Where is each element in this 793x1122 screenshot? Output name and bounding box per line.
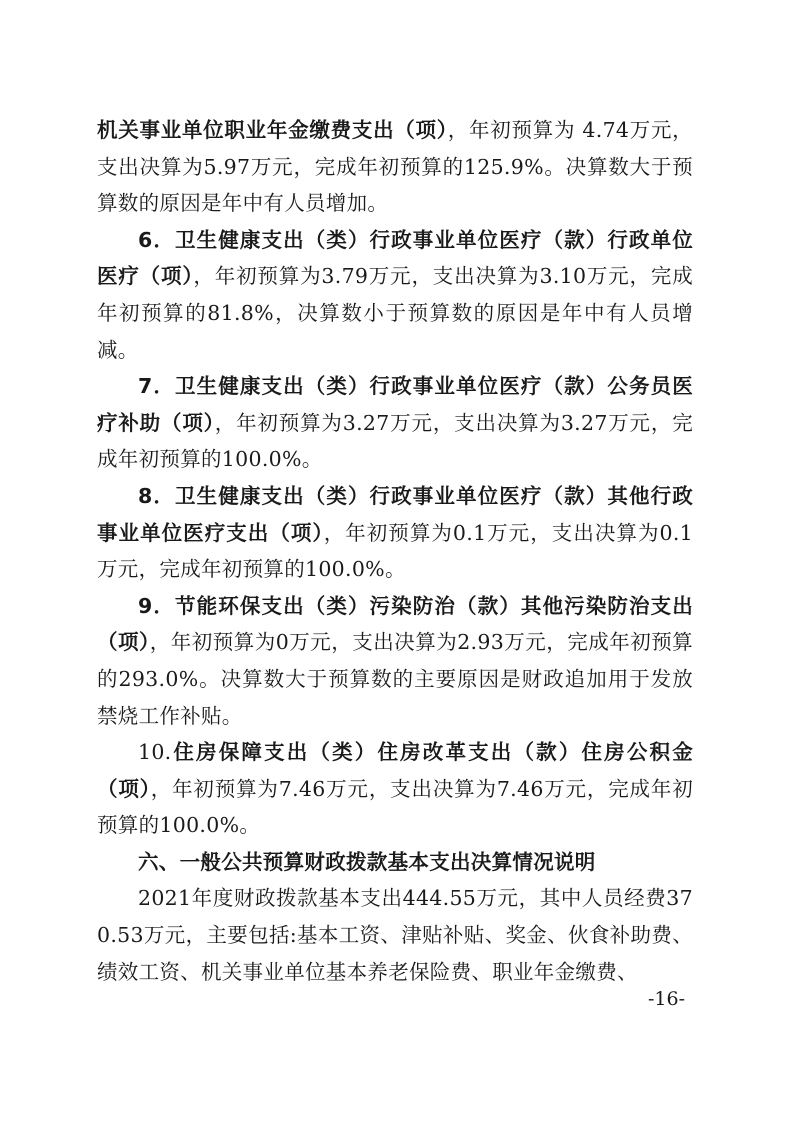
paragraph-item-10 (97, 734, 693, 844)
paragraph-bold-heading: 7．卫生健康支出（类）行政事业单位医疗（款）公务员医疗补助（项） (97, 374, 693, 435)
paragraph-bold-heading: 9．节能环保支出（类）污染防治（款）其他污染防治支出（项） (97, 593, 693, 655)
paragraph-text: ，年初预算为3.79万元，支出决算为3.10万元，完成年初预算的81.8%，决算数小于预算数的原因是年中有人员增减。 (97, 264, 693, 362)
paragraph-bold-heading: 6．卫生健康支出（类）行政事业单位医疗（款）行政单位医疗（项） (97, 227, 693, 289)
paragraph-item-6 (97, 222, 693, 368)
page-number: -16- (648, 988, 686, 1010)
paragraph-bold-heading: 8．卫生健康支出（类）行政事业单位医疗（款）其他行政事业单位医疗支出（项） (97, 483, 693, 545)
section-heading: 六、一般公共预算财政拨款基本支出决算情况说明 (138, 849, 596, 874)
paragraph-text: ，年初预算为 4.74万元，支出决算为5.97万元，完成年初预算的125.9%。决算数大于预算数的原因是年中有人员增加。 (97, 118, 693, 216)
section-paragraph: 2021年度财政拨款基本支出444.55万元，其中人员经费370.53万元，主要包括:基本工资、津贴补贴、奖金、伙食补助费、绩效工资、机关事业单位基本养老保险费、职业年金缴费、 (97, 886, 693, 984)
paragraph-number: 10. (138, 740, 172, 765)
paragraph-text: ，年初预算为3.27万元，支出决算为3.27万元，完成年初预算的100.0%。 (97, 410, 693, 472)
paragraph-text: ，年初预算为0.1万元，支出决算为0.1万元，完成年初预算的100.0%。 (97, 520, 693, 582)
paragraph-bold-heading: 机关事业单位职业年金缴费支出（项） (97, 118, 448, 142)
paragraph-item-9 (97, 588, 693, 734)
paragraph-text: ，年初预算为7.46万元，支出决算为7.46万元，完成年初预算的100.0%。 (97, 776, 693, 838)
paragraph-item-7 (97, 368, 693, 478)
paragraph-text: ，年初预算为0万元，支出决算为2.93万元，完成年初预算的293.0%。决算数大于预算数的主要原因是财政追加用于发放禁烧工作补贴。 (97, 630, 693, 728)
document-body (97, 112, 693, 990)
paragraph-bold-heading: 住房保障支出（类）住房改革支出（款）住房公积金（项） (97, 740, 693, 801)
paragraph-occupational-annuity (97, 112, 693, 222)
paragraph-item-8 (97, 478, 693, 588)
